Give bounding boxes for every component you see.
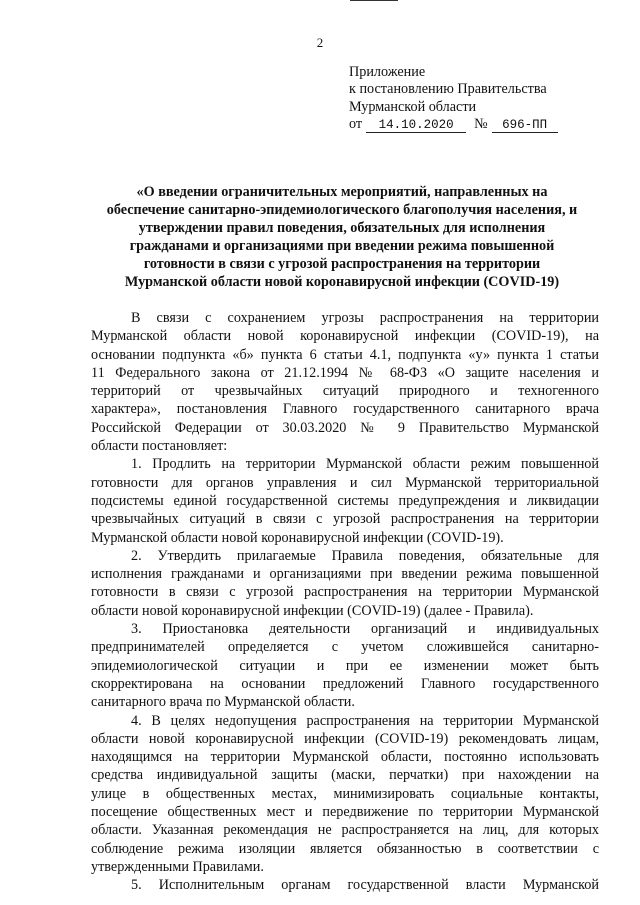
clause-3-line: предпринимателей определяется с учетом сложившейся санитарно-: [91, 639, 599, 656]
clause-2-line: готовности в связи с угрозой распространения на территории Мурманской: [91, 584, 599, 601]
clause-3-line: эпидемиологической ситуации и при ее изменении может быть: [91, 657, 599, 674]
page-number: 2: [316, 35, 324, 50]
clause-4-line: области. Указанная рекомендация не распространяется на лиц, для которых: [91, 822, 599, 839]
top-edge-rule: [350, 0, 398, 1]
title-line: Мурманской области новой коронавирусной инфекции (COVID-19): [124, 274, 560, 291]
clause-2-line: 2. Утвердить прилагаемые Правила поведения, обязательные для: [131, 547, 599, 564]
body-line: 11 Федерального закона от 21.12.1994 № 68-ФЗ «О защите населения и: [91, 364, 599, 381]
body-line: области постановляет:: [91, 438, 228, 455]
appendix-label: Приложение: [349, 64, 426, 80]
clause-1-line: 1. Продлить на территории Мурманской области режим повышенной: [131, 456, 599, 473]
appendix-block: [349, 64, 558, 134]
clause-2-line: исполнения гражданами и организациями при введении режима повышенной: [91, 566, 599, 583]
clause-1-line: подсистемы единой государственной системы предупреждения и ликвидации: [91, 492, 599, 509]
clause-1-line: чрезвычайных ситуаций в связи с угрозой распространения на территории: [91, 511, 599, 528]
clause-3-line: 3. Приостановка деятельности организаций и индивидуальных: [131, 621, 599, 638]
clause-4-line: средства индивидуальной защиты (маски, перчатки) при нахождении на: [91, 767, 599, 784]
document-title: [86, 183, 598, 292]
clause-4-line: соблюдение режима изоляции является обязанностью в соответствии с: [91, 840, 599, 857]
title-line: готовности в связи с угрозой распространения на территории: [143, 256, 541, 273]
body-line: основании подпункта «б» пункта 6 статьи 4.1, подпункта «у» пункта 1 статьи: [91, 346, 599, 363]
body-line: Российской Федерации от 30.03.2020 № 9 Правительство Мурманской: [91, 419, 599, 436]
clause-4-line: области новой коронавирусной инфекции (COVID-19) рекомендовать лицам,: [91, 730, 599, 747]
clause-3-line: санитарного врача по Мурманской области.: [91, 694, 355, 711]
body-line: В связи с сохранением угрозы распространения на территории: [131, 310, 599, 326]
title-line: утверждении правил поведения, обязательных для исполнения: [138, 220, 546, 237]
clause-2-line: области новой коронавирусной инфекции (COVID-19) (далее - Правила).: [91, 602, 534, 619]
number-sign: №: [474, 116, 488, 133]
from-label: от: [349, 116, 363, 133]
title-line: гражданами и организациями при введении режима повышенной: [129, 238, 555, 255]
document-body: [91, 309, 599, 895]
decree-number-field: 696-ПП: [492, 118, 558, 133]
clause-4-line: улице в общественных местах, минимизировать социальные контакты,: [91, 785, 599, 802]
title-line: «О введении ограничительных мероприятий, направленных на: [136, 184, 548, 200]
title-line: обеспечение санитарно-эпидемиологического благополучия населения, и: [106, 202, 578, 219]
clause-4-line: 4. В целях недопущения распространения на территории Мурманской: [131, 712, 599, 729]
appendix-region: Мурманской области: [349, 98, 477, 115]
clause-4-line: утвержденными Правилами.: [91, 858, 264, 875]
body-line: характера», постановления Главного государственного санитарного врача: [91, 401, 599, 418]
appendix-decree-ref: к постановлению Правительства: [349, 81, 547, 98]
decree-date-number-line: [349, 116, 558, 133]
clause-5-line: 5. Исполнительным органам государственной власти Мурманской: [131, 877, 599, 894]
body-line: территорий от чрезвычайных ситуаций природного и техногенного: [91, 383, 599, 400]
clause-4-line: посещение общественных мест и передвижение по территории Мурманской: [91, 804, 599, 821]
clause-1-line: Мурманской области новой коронавирусной инфекции (COVID-19).: [91, 529, 504, 546]
clause-4-line: находящимся на территории Мурманской области, постоянно использовать: [91, 749, 599, 766]
clause-3-line: скорректирована на основании предложений Главного государственного: [91, 675, 599, 692]
decree-date-field: 14.10.2020: [366, 118, 466, 133]
body-line: Мурманской области новой коронавирусной инфекции (COVID-19), на: [91, 328, 599, 345]
clause-1-line: готовности для органов управления и сил Мурманской территориальной: [91, 474, 599, 491]
